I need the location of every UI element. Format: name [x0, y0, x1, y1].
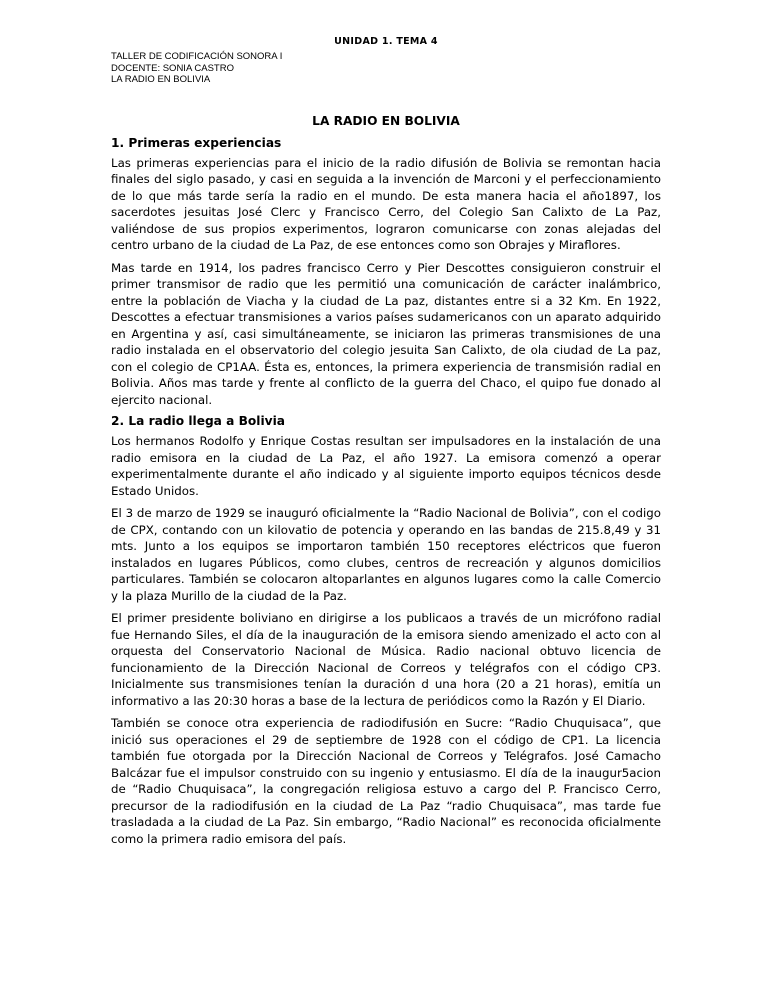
topic-name: LA RADIO EN BOLIVIA [111, 74, 211, 85]
paragraph: El primer presidente boliviano en dirigirse a los publicaos a través de un micrófono radial fue Hernando Siles, el día de la inauguración de la emisora siendo amenizado el acto con al orquesta del Conservatorio Nacional de Música. Radio nacional obtuvo licencia de funcionamiento de la Dirección Nacional de Correos y telégrafos con el código CP3. Inicialmente sus transmisiones tenían la duración d una hora (20 a 21 horas), emitía un informativo a las 20:30 horas a base de la lectura de periódicos como la Razón y El Diario. [111, 611, 661, 708]
teacher-name: DOCENTE: SONIA CASTRO [111, 62, 234, 74]
section-la-radio-llega [111, 414, 661, 847]
unit-heading: UNIDAD 1. TEMA 4 [334, 36, 438, 47]
paragraph: Mas tarde en 1914, los padres francisco Cerro y Pier Descottes consiguieron construir el primer transmisor de radio que les permitió una comunicación de carácter inalámbrico, entre la población de Viacha y la ciudad de La paz, distantes entre si a 32 Km. En 1922, Descottes a efectuar transmisiones a varios países sudamericanos con un aparato adquirido en Argentina y así, casi simultáneamente, se iniciaron las primeras transmisiones de una radio instalada en el observatorio del colegio jesuita San Calixto, de ola ciudad de La paz, con el colegio de CP1AA. Ésta es, entonces, la primera experiencia de transmisión radial en Bolivia. Años mas tarde y frente al conflicto de la guerra del Chaco, el quipo fue donado al ejercito nacional. [111, 260, 661, 407]
section-heading: 2. La radio llega a Bolivia [111, 414, 285, 428]
paragraph: Las primeras experiencias para el inicio de la radio difusión de Bolivia se remontan hacia finales del siglo pasado, y casi en seguida a la invención de Marconi y el perfeccionamiento de lo que más tarde sería la radio en el mundo. De esta manera hacia el año1897, los sacerdotes jesuitas José Clerc y Francisco Cerro, del Colegio San Calixto de La Paz, valiéndose de sus propios experimentos, lograron comunicarse con zonas alejadas del centro urbano de la ciudad de La Paz, de ese entonces como son Obrajes y Miraflores. [111, 155, 661, 252]
document-title: LA RADIO EN BOLIVIA [312, 113, 460, 128]
paragraph: También se conoce otra experiencia de radiodifusión en Sucre: “Radio Chuquisaca”, que inició sus operaciones el 29 de septiembre de 1928 con el código de CP1. La licencia también fue otorgada por la Dirección Nacional de Correos y Telégrafos. José Camacho Balcázar fue el impulsor construido con su ingenio y entusiasmo. El día de la inaugur5acion de “Radio Chuquisaca”, la congregación religiosa estuvo a cargo del P. Francisco Cerro, precursor de la radiodifusión en la ciudad de La Paz “radio Chuquisaca”, mas tarde fue trasladada a la ciudad de La Paz. Sin embargo, “Radio Nacional” es reconocida oficialmente como la primera radio emisora del país. [111, 716, 661, 846]
section-primeras-experiencias [111, 136, 661, 409]
course-meta [111, 51, 661, 86]
course-name: TALLER DE CODIFICACIÓN SONORA I [111, 51, 283, 62]
paragraph: El 3 de marzo de 1929 se inauguró oficialmente la “Radio Nacional de Bolivia”, con el codigo de CPX, contando con un kilovatio de potencia y operando en las bandas de 215.8,49 y 31 mts. Junto a los equipos se importaron también 150 receptores eléctricos que fueron instalados en lugares Públicos, como clubes, centros de recreación y algunos domicilios particulares. También se colocaron altoparlantes en algunos lugares como la calle Comercio y la plaza Murillo de la ciudad de la Paz. [111, 506, 661, 603]
section-heading: 1. Primeras experiencias [111, 135, 282, 150]
document-page [111, 36, 661, 853]
paragraph: Los hermanos Rodolfo y Enrique Costas resultan ser impulsadores en la instalación de una radio emisora en la ciudad de La Paz, el año 1927. La emisora comenzó a operar experimentalmente durante el año indicado y al siguiente importo equipos técnicos desde Estado Unidos. [111, 434, 661, 498]
